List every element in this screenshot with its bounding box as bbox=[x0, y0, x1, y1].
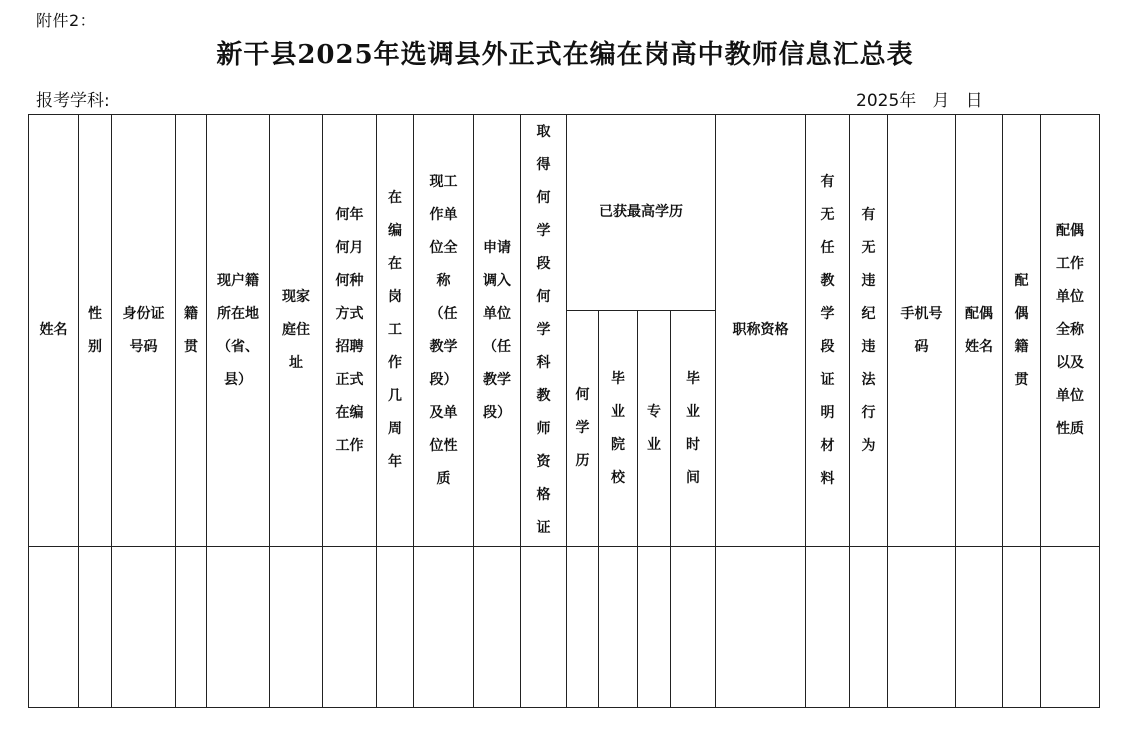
header-recruitment: 何年 何月 何种 方式 招聘 正式 在编 工作 bbox=[323, 115, 377, 547]
cell-professional-title[interactable] bbox=[716, 547, 806, 708]
header-years-in-post: 在 编 在 岗 工 作 几 周 年 bbox=[377, 115, 414, 547]
header-native-place: 籍 贯 bbox=[176, 115, 207, 547]
header-teaching-proof: 有 无 任 教 学 段 证 明 材 料 bbox=[806, 115, 850, 547]
cell-teaching-proof[interactable] bbox=[806, 547, 850, 708]
header-violations: 有 无 违 纪 违 法 行 为 bbox=[850, 115, 888, 547]
header-highest-education: 已获最高学历 bbox=[567, 115, 716, 311]
cell-household-location[interactable] bbox=[207, 547, 270, 708]
header-spouse-native-place: 配 偶 籍 贯 bbox=[1003, 115, 1041, 547]
header-phone: 手机号 码 bbox=[888, 115, 956, 547]
header-household-location: 现户籍 所在地 （省、 县） bbox=[207, 115, 270, 547]
cell-violations[interactable] bbox=[850, 547, 888, 708]
cell-teacher-cert[interactable] bbox=[521, 547, 567, 708]
header-spouse-name: 配偶 姓名 bbox=[956, 115, 1003, 547]
cell-years-in-post[interactable] bbox=[377, 547, 414, 708]
header-spouse-employer: 配偶 工作 单位 全称 以及 单位 性质 bbox=[1041, 115, 1100, 547]
cell-gender[interactable] bbox=[79, 547, 112, 708]
header-id-number: 身份证 号码 bbox=[112, 115, 176, 547]
attachment-label: 附件2： bbox=[36, 11, 97, 30]
subject-label: 报考学科: bbox=[36, 91, 110, 111]
header-current-employer: 现工 作单 位全 称 （任 教学 段） 及单 位性 质 bbox=[414, 115, 474, 547]
cell-native-place[interactable] bbox=[176, 547, 207, 708]
header-apply-unit: 申请 调入 单位 （任 教学 段） bbox=[474, 115, 521, 547]
cell-recruitment[interactable] bbox=[323, 547, 377, 708]
header-name: 姓名 bbox=[29, 115, 79, 547]
cell-name[interactable] bbox=[29, 547, 79, 708]
table-row bbox=[29, 547, 1100, 708]
header-degree: 何 学 历 bbox=[567, 311, 599, 547]
cell-phone[interactable] bbox=[888, 547, 956, 708]
cell-spouse-name[interactable] bbox=[956, 547, 1003, 708]
header-home-address: 现家 庭住 址 bbox=[270, 115, 323, 547]
header-graduation-time: 毕 业 时 间 bbox=[671, 311, 716, 547]
cell-spouse-native-place[interactable] bbox=[1003, 547, 1041, 708]
cell-id-number[interactable] bbox=[112, 547, 176, 708]
cell-major[interactable] bbox=[638, 547, 671, 708]
cell-home-address[interactable] bbox=[270, 547, 323, 708]
cell-apply-unit[interactable] bbox=[474, 547, 521, 708]
cell-current-employer[interactable] bbox=[414, 547, 474, 708]
header-graduate-school: 毕 业 院 校 bbox=[599, 311, 638, 547]
teacher-info-table bbox=[28, 114, 1100, 708]
header-major: 专 业 bbox=[638, 311, 671, 547]
header-professional-title: 职称资格 bbox=[716, 115, 806, 547]
header-teacher-cert: 取 得 何 学 段 何 学 科 教 师 资 格 证 bbox=[521, 115, 567, 547]
cell-spouse-employer[interactable] bbox=[1041, 547, 1100, 708]
cell-graduation-time[interactable] bbox=[671, 547, 716, 708]
cell-degree[interactable] bbox=[567, 547, 599, 708]
date-field: 2025年 月 日 bbox=[856, 91, 983, 111]
header-gender: 性 别 bbox=[79, 115, 112, 547]
cell-graduate-school[interactable] bbox=[599, 547, 638, 708]
page-title: 新干县2025年选调县外正式在编在岗高中教师信息汇总表 bbox=[216, 40, 914, 70]
